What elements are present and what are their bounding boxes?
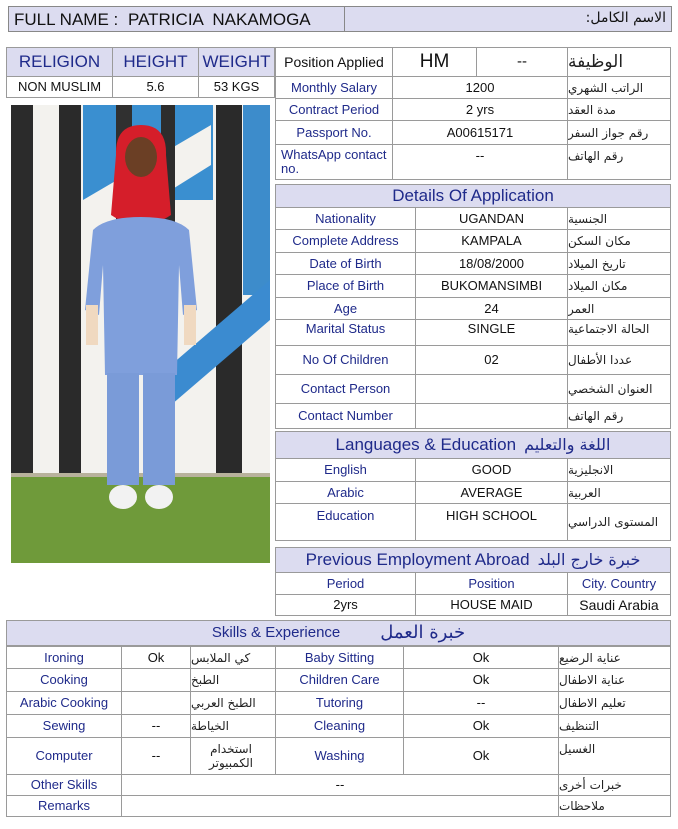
full-name-value: PATRICIA NAKAMOGA — [128, 10, 311, 29]
skill-washing-ar: الغسيل — [558, 737, 671, 775]
salary-label-ar: الراتب الشهري — [567, 76, 671, 99]
salary-label: Monthly Salary — [275, 76, 393, 99]
whatsapp-label: WhatsApp contact no. — [275, 144, 393, 180]
contact-person-value — [415, 374, 568, 404]
remarks-label: Remarks — [6, 795, 122, 817]
passport-value: A00615171 — [392, 120, 568, 145]
children-value: 02 — [415, 345, 568, 375]
education-label-ar: المستوى الدراسي — [567, 503, 671, 541]
nationality-label-ar: الجنسية — [567, 207, 671, 230]
candidate-photo — [11, 105, 270, 563]
position-label: Position Applied — [275, 47, 393, 77]
age-value: 24 — [415, 297, 568, 320]
skills-title-ar: خبرة العمل — [380, 622, 466, 643]
contract-period-label: Contract Period — [275, 98, 393, 121]
skill-arabic-cooking-ar: الطبخ العربي — [190, 691, 276, 715]
skill-ironing-label: Ironing — [6, 646, 122, 669]
arabic-label: Arabic — [275, 481, 416, 504]
contact-person-label: Contact Person — [275, 374, 416, 404]
skills-section-title — [6, 620, 671, 646]
skill-cleaning-value: Ok — [403, 714, 559, 738]
languages-title: Languages & Education — [335, 435, 517, 454]
position-extra: -- — [476, 47, 568, 77]
weight-header: WEIGHT — [198, 47, 275, 77]
contact-number-label: Contact Number — [275, 403, 416, 429]
marital-label: Marital Status — [275, 319, 416, 346]
salary-value: 1200 — [392, 76, 568, 99]
other-skills-value: -- — [121, 774, 559, 796]
skill-ironing-ar: كي الملابس — [190, 646, 276, 669]
weight-value: 53 KGS — [198, 76, 275, 98]
skill-sewing-ar: الخياطة — [190, 714, 276, 738]
skill-washing-value: Ok — [403, 737, 559, 775]
skill-arabic-cooking-value — [121, 691, 191, 715]
whatsapp-value: -- — [392, 144, 568, 180]
employment-period: 2yrs — [275, 594, 416, 616]
address-label-ar: مكان السكن — [567, 229, 671, 253]
skill-ironing-value: Ok — [121, 646, 191, 669]
position-value: HM — [392, 47, 477, 77]
employment-title-ar: خبرة خارج البلد — [537, 550, 641, 569]
address-label: Complete Address — [275, 229, 416, 253]
skill-childcare-label: Children Care — [275, 668, 404, 692]
skill-babysitting-ar: عناية الرضيع — [558, 646, 671, 669]
skill-babysitting-value: Ok — [403, 646, 559, 669]
religion-value: NON MUSLIM — [6, 76, 113, 98]
skills-title: Skills & Experience — [211, 624, 341, 641]
other-skills-ar: خبرات أخرى — [558, 774, 671, 796]
employment-section-title — [275, 547, 671, 573]
skill-sewing-value: -- — [121, 714, 191, 738]
dob-label: Date of Birth — [275, 252, 416, 275]
education-label: Education — [275, 503, 416, 541]
height-header: HEIGHT — [112, 47, 199, 77]
arabic-label-ar: العربية — [567, 481, 671, 504]
address-value: KAMPALA — [415, 229, 568, 253]
nationality-label: Nationality — [275, 207, 416, 230]
skill-cooking-label: Cooking — [6, 668, 122, 692]
employment-header-position: Position — [415, 572, 568, 595]
details-section-title: Details Of Application — [275, 184, 671, 208]
full-name-label-ar: الاسم الكامل: — [585, 10, 666, 26]
english-label-ar: الانجليزية — [567, 458, 671, 482]
passport-label-ar: رقم جواز السفر — [567, 120, 671, 145]
passport-label: Passport No. — [275, 120, 393, 145]
pob-value: BUKOMANSIMBI — [415, 274, 568, 298]
children-label-ar: عددا الأطفال — [567, 345, 671, 375]
contact-number-label-ar: رقم الهاتف — [567, 403, 671, 429]
skill-sewing-label: Sewing — [6, 714, 122, 738]
english-label: English — [275, 458, 416, 482]
pob-label-ar: مكان الميلاد — [567, 274, 671, 298]
employment-city: Saudi Arabia — [567, 594, 671, 616]
employment-position: HOUSE MAID — [415, 594, 568, 616]
skill-washing-label: Washing — [275, 737, 404, 775]
contract-period-label-ar: مدة العقد — [567, 98, 671, 121]
full-name-label: FULL NAME : — [14, 10, 119, 29]
dob-label-ar: تاريخ الميلاد — [567, 252, 671, 275]
employment-title: Previous Employment Abroad — [305, 550, 530, 569]
contact-person-label-ar: العنوان الشخصي — [567, 374, 671, 404]
skill-cooking-value — [121, 668, 191, 692]
skill-tutoring-value: -- — [403, 691, 559, 715]
height-value: 5.6 — [112, 76, 199, 98]
position-label-ar: الوظيفة — [567, 47, 671, 77]
employment-header-city: City. Country — [567, 572, 671, 595]
skill-childcare-value: Ok — [403, 668, 559, 692]
remarks-ar: ملاحظات — [558, 795, 671, 817]
skill-tutoring-ar: تعليم الاطفال — [558, 691, 671, 715]
whatsapp-label-ar: رقم الهاتف — [567, 144, 671, 180]
age-label-ar: العمر — [567, 297, 671, 320]
children-label: No Of Children — [275, 345, 416, 375]
religion-header: RELIGION — [6, 47, 113, 77]
english-value: GOOD — [415, 458, 568, 482]
contract-period-value: 2 yrs — [392, 98, 568, 121]
skill-childcare-ar: عناية الاطفال — [558, 668, 671, 692]
skill-arabic-cooking-label: Arabic Cooking — [6, 691, 122, 715]
employment-header-period: Period — [275, 572, 416, 595]
dob-value: 18/08/2000 — [415, 252, 568, 275]
skill-computer-value: -- — [121, 737, 191, 775]
name-divider — [344, 6, 345, 32]
contact-number-value — [415, 403, 568, 429]
nationality-value: UGANDAN — [415, 207, 568, 230]
pob-label: Place of Birth — [275, 274, 416, 298]
other-skills-label: Other Skills — [6, 774, 122, 796]
marital-label-ar: الحالة الاجتماعية — [567, 319, 671, 346]
skill-babysitting-label: Baby Sitting — [275, 646, 404, 669]
skill-tutoring-label: Tutoring — [275, 691, 404, 715]
arabic-value: AVERAGE — [415, 481, 568, 504]
languages-title-ar: اللغة والتعليم — [524, 435, 611, 454]
skill-computer-label: Computer — [6, 737, 122, 775]
skill-cooking-ar: الطبخ — [190, 668, 276, 692]
education-value: HIGH SCHOOL — [415, 503, 568, 541]
marital-value: SINGLE — [415, 319, 568, 346]
skill-computer-ar: استخدام الكمبيوتر — [190, 737, 276, 775]
age-label: Age — [275, 297, 416, 320]
languages-section-title — [275, 431, 671, 459]
remarks-value — [121, 795, 559, 817]
skill-cleaning-label: Cleaning — [275, 714, 404, 738]
skill-cleaning-ar: التنظيف — [558, 714, 671, 738]
